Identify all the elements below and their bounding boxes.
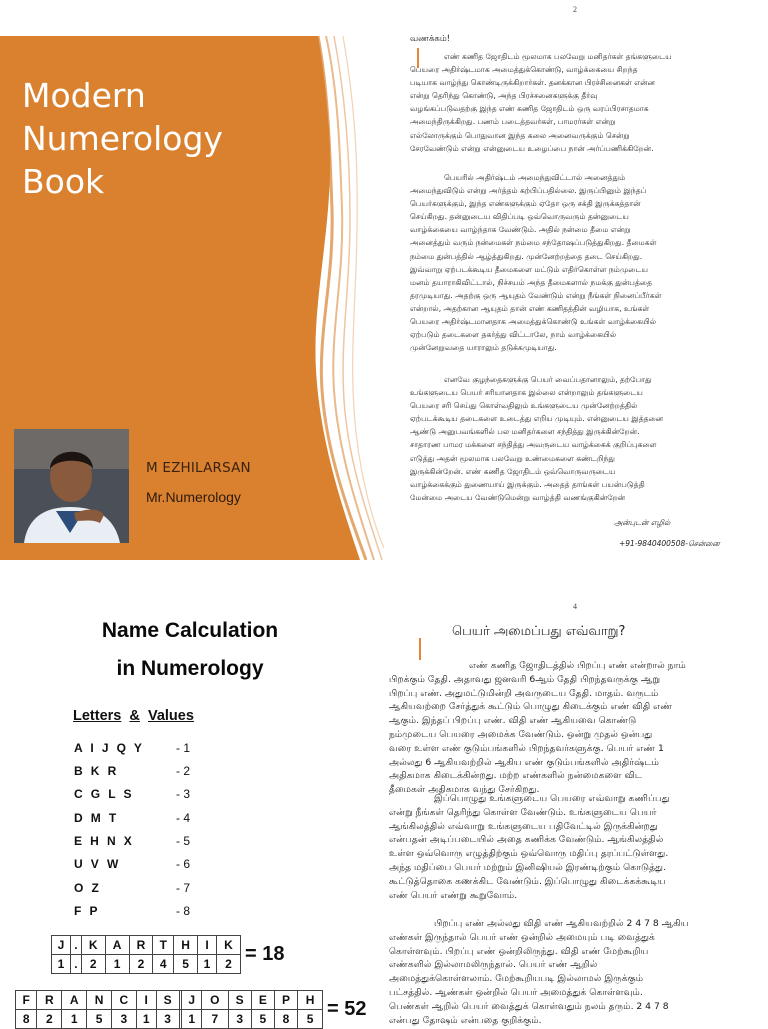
value-cell: - 4 — [176, 811, 191, 825]
grid-cell: C — [111, 991, 136, 1010]
grid-cell: 5 — [174, 955, 198, 974]
text-line: ஏற்படக்கூடிய தடைகளை உடைத்து எறிய முடியும். என்னுடைய இத்தனை — [410, 414, 664, 424]
naming-paragraph-3 — [389, 917, 741, 1027]
grid-cell: 5 — [251, 1010, 274, 1029]
text-line: மனம் தயாராகிவிட்டால், நிச்சயம் அந்த தீமைகளால் நமக்கு துன்பத்தை — [410, 277, 653, 287]
text-line: எண்களில் இல்லாமலிருந்தால். பெயர் எண் ஆறில் — [389, 959, 598, 971]
letters-values-header — [73, 708, 194, 724]
text-line: என்பதன் அடிப்படையில் அதை கணிக்க வேண்டும். ஆங்கிலத்தில் — [389, 834, 664, 846]
text-cursor-mark — [419, 638, 421, 660]
value-cell: - 8 — [176, 904, 191, 918]
naming-paragraph-1 — [389, 659, 741, 797]
text-line: இருக்கின்றேன். எண் கணித ஜோதிடம் ஒவ்வொருவருடைய — [410, 466, 616, 476]
grid-cell: 1 — [105, 955, 129, 974]
grid-cell: A — [62, 991, 87, 1010]
grid-cell: J — [182, 991, 202, 1010]
cover-title — [22, 74, 322, 203]
grid-cell: N — [87, 991, 112, 1010]
sum-karthik: = 18 — [245, 943, 285, 965]
text-line: ஏற்படும் தடைகளை தகர்த்து விட்டாலே, நாம் வாழ்க்கையில் — [410, 330, 617, 340]
letter-paragraph-2 — [410, 171, 742, 354]
author-photo — [14, 429, 129, 543]
phone-number: +91-9840400508-சென்னை — [619, 539, 720, 548]
value-cell: - 3 — [176, 787, 191, 801]
grid-cell: S — [228, 991, 251, 1010]
grid-cell: 4 — [153, 955, 174, 974]
text-line: பெயர்களுக்கும், இந்த எண்களுக்கும் ஏதோ ஒரு சக்தி இருக்கத்தான் — [410, 199, 641, 209]
text-line: எடுத்து அதன் மூலமாக பலவேறு உண்மைகளை கண்டறிந்து — [410, 453, 615, 463]
grid-cell: 5 — [298, 1010, 323, 1029]
grid-cell: 2 — [129, 955, 153, 974]
grid-cell: . — [71, 936, 82, 955]
value-cell: - 1 — [176, 741, 191, 755]
value-cell: - 6 — [176, 857, 191, 871]
naming-paragraph-2 — [389, 792, 741, 902]
grid-cell: J — [52, 936, 71, 955]
closing: அன்புடன் எழில் — [614, 518, 671, 527]
author-subtitle: Mr.Numerology — [146, 489, 241, 505]
author-name: M EZHILARSAN — [146, 460, 251, 476]
text-line: வாழ்க்கைக்கும் துணையாய் இருக்கும். அதைத் தாங்கள் பயன்படுத்தி — [410, 479, 645, 489]
page-number: 2 — [573, 5, 577, 14]
text-line: அமைந்திருக்கிறது. பணம் படைத்தவர்கள், பாமரர்கள் என்று — [410, 117, 616, 127]
example-grid-karthik — [51, 935, 241, 974]
grid-cell: 1 — [197, 955, 216, 974]
grid-cell: E — [251, 991, 274, 1010]
text-line: எல்லோருக்கும் பொதுவான இந்த கலை அனைவருக்கும் சென்று — [410, 130, 630, 140]
text-line: எனவே குழந்தைகளுக்கு பெயர் வைப்பதானாலும், தற்போது — [444, 375, 652, 384]
text-line: அனைத்தும் வரும் நன்மைகள் நம்மை சந்தோஷப்படுத்துகிறது. தீமைகள் — [410, 238, 657, 248]
letters-row: F P — [74, 904, 100, 918]
text-line: ஆகும். இந்தப் பிறப்பு எண். விதி எண் ஆகியவை கொண்டு — [389, 715, 637, 727]
text-line: எண் கணித ஜோதிடம் மூலமாக பலவேறு மனிதர்கள் தங்களுடைய — [444, 52, 672, 61]
grid-cell: I — [197, 936, 216, 955]
text-line: என்று தெரிந்து கொண்டு, அந்த பிரச்சனைகளுக்கு தீர்வு — [410, 91, 598, 101]
calc-title-line2: in Numerology — [116, 657, 264, 680]
grid-letters-row — [16, 991, 323, 1010]
text-line: இவ்வாறு ஏற்படக்கூடிய தீமைகளை மட்டும் எதிர்கொள்ள நம்முடைய — [410, 264, 648, 274]
grid-cell: A — [105, 936, 129, 955]
letters-row: B K R — [74, 764, 119, 778]
text-line: வாழ்க்கையை வாழ்ந்தாக வேண்டும். அதில் நன்மை தீமை என்று — [410, 225, 631, 235]
cover-title-line: Book — [22, 162, 105, 201]
text-line: எண்கள் இருந்தால் பெயர் எண் ஒன்றில் அமையும் படி வைத்துக் — [389, 931, 655, 943]
grid-cell: 7 — [202, 1010, 229, 1029]
section-title: பெயர் அமைப்பது எவ்வாறு? — [452, 624, 626, 639]
text-line: அல்லது 6 ஆகியவற்றில் ஆகிய எண் குடும்பங்களில் அதிர்ஷ்டம் — [389, 756, 660, 768]
book-cover — [0, 0, 384, 560]
grid-letters-row — [52, 936, 241, 955]
text-line: அந்த மதிப்பை பெயர் மற்றும் இனிஷியல் இரண்டிற்கும் கொடுத்து. — [389, 861, 667, 873]
grid-cell: 8 — [16, 1010, 37, 1029]
text-line: வழங்கப்படுவதற்கு இந்த எண் கணித ஜோதிடம் ஒரு வரப்பிரசாதமாக — [410, 104, 649, 114]
text-line: இப்பொழுது உங்களுடைய பெயரை எவ்வாறு கணிப்பது — [434, 793, 670, 804]
grid-cell: 2 — [216, 955, 240, 974]
text-line: அமைத்துக்கொள்ளலாம். மேற்கூறியபடி இல்லாமல் இருக்கும் — [389, 973, 644, 985]
header-letters: Letters — [73, 708, 122, 724]
salutation: வணக்கம்! — [410, 34, 451, 44]
text-line: என்பது தோஷம் என்பதை குறிக்கும். — [389, 1014, 542, 1026]
grid-cell: O — [202, 991, 229, 1010]
text-line: வரை உள்ள எண் குடும்பங்களில் பிறந்தவர்களுக்கு. பெயர் எண் 1 — [389, 742, 664, 754]
grid-cell: 2 — [37, 1010, 62, 1029]
grid-cell: H — [174, 936, 198, 955]
letter-paragraph-3 — [410, 373, 742, 504]
text-line: எண் பெயர் எண்று கூறுவோம். — [389, 889, 518, 901]
grid-cell: 3 — [111, 1010, 136, 1029]
grid-cell: T — [153, 936, 174, 955]
grid-values-row — [52, 955, 241, 974]
text-line: பெண்கள் ஆறில் பெயர் வைத்துக் கொள்வதும் நலம் தரும். 2 4 7 8 — [389, 1000, 669, 1012]
grid-cell: H — [298, 991, 323, 1010]
grid-cell: R — [129, 936, 153, 955]
text-line: சாதாரண பாமர மக்களை சந்தித்து அவருடைய வாழ்க்கைக் குறிப்புகளை — [410, 440, 657, 450]
text-line: பெயரை அதிர்ஷ்டமானதாக அமைத்துக்கொண்டு உங்கள் வாழ்க்கையில் — [410, 317, 657, 327]
text-line: ஆங்கிலத்தில் எவ்வாறு உங்களுடைய பதிவேட்டில் இருக்கின்றது — [389, 820, 658, 832]
text-line: பிறப்பு எண் அல்லது விதி எண் ஆகியவற்றில் 2 4 7 8 ஆகிய — [434, 918, 689, 929]
letters-row: D M T — [74, 811, 119, 825]
text-line: பிறக்கும் தேதி. அதாவது ஜனவரி 6ஆம் தேதி பிறந்தவருக்கு ஆறு — [389, 673, 661, 685]
grid-values-row — [16, 1010, 323, 1029]
text-line: ஆகியவற்றை சேர்த்துக் கூட்டும் பொழுது கிடைக்கும் எண் விதி எண் — [389, 701, 673, 713]
grid-cell: 8 — [274, 1010, 297, 1029]
text-line: முன்னேறுவதை யாராலும் தடுக்கமுடியாது. — [410, 343, 557, 353]
text-line: கூட்டுத்தொகை கணக்கிட வேண்டும். இப்பொழுது கிடைக்கக்கூடிய — [389, 875, 666, 887]
grid-cell: R — [37, 991, 62, 1010]
text-line: பெயரில் அதிர்ஷ்டம் அமைந்துவிட்டால் அனைத்தும் — [444, 173, 626, 182]
letter-paragraph-1 — [410, 50, 742, 155]
text-line: பிறப்பு எண். அதுமட்டுமின்றி அவருடைய தேதி. மாதம். வருடம் — [389, 687, 659, 699]
grid-cell: S — [156, 991, 179, 1010]
letters-row: U V W — [74, 857, 121, 871]
text-line: தீமைகள் அதிகமாக வந்து சேர்கிறது. — [389, 784, 540, 796]
text-line: பட்சத்தில். ஆண்கள் ஒன்றில் பெயர் அமைத்துக் கொள்ளவும். — [389, 986, 643, 998]
text-line: உள்ள ஒவ்வொரு எழுத்திற்கும் ஒவ்வொரு மதிப்பு தரப்பட்டுள்ளது. — [389, 848, 669, 860]
header-values: Values — [147, 708, 194, 724]
letters-row: C G L S — [74, 787, 134, 801]
text-line: பெயரை சரி செய்து கொள்வதிலும் உங்களுடைய முன்னேற்றத்தில் — [410, 401, 638, 411]
page-number: 4 — [573, 602, 577, 611]
text-line: செய்கிறது. தன்னுடைய விதிப்படி ஒவ்வொருவரும் தன்னுடைய — [410, 212, 629, 222]
sum-francis: = 52 — [327, 998, 367, 1020]
grid-cell: 2 — [81, 955, 105, 974]
grid-cell: 5 — [87, 1010, 112, 1029]
text-line: என்று நீங்கள் தெரிந்து கொள்ள வேண்டும். உங்களுடைய பெயர் — [389, 806, 657, 818]
text-line: பெயரை அதிர்ஷ்டமாக அமைத்துக்கொண்டு, வாழ்க்கையை சிறந்த — [410, 65, 638, 75]
calc-title-line1: Name Calculation — [101, 619, 279, 642]
grid-cell: . — [71, 955, 82, 974]
letters-row: O Z — [74, 881, 102, 895]
grid-cell: 1 — [52, 955, 71, 974]
text-line: படியாக வாழ்ந்து கொண்டிருக்கிறார்கள். தனக்கான பிரச்சினைகள் என்ன — [410, 78, 655, 88]
text-line: தரமுடியாது. அதற்கு ஒரு ஆயுதம் வேண்டும் என்று நீங்கள் நினைப்பீர்கள் — [410, 290, 662, 300]
grid-cell: K — [81, 936, 105, 955]
grid-cell: P — [274, 991, 297, 1010]
grid-cell: 1 — [182, 1010, 202, 1029]
text-line: நம்முடைய பெயரை அமைக்க வேண்டும். ஒன்று முதல் ஒன்பது — [389, 728, 653, 740]
grid-cell: K — [216, 936, 240, 955]
example-grid-francis — [15, 990, 323, 1029]
text-line: மேன்மை அடைய வேண்டுமென்று வாழ்த்தி வணங்குகின்றேன் — [410, 492, 626, 502]
value-cell: - 2 — [176, 764, 191, 778]
value-cell: - 5 — [176, 834, 191, 848]
cover-title-line: Numerology — [22, 119, 223, 158]
text-line: உங்களுடைய பெயர் சரியானதாக இல்லை என்றாலும் தங்களுடைய — [410, 388, 643, 398]
text-line: எண் கணித ஜோதிடத்தில் பிறப்பு எண் என்றால் நாம் — [469, 660, 686, 671]
grid-cell: 1 — [62, 1010, 87, 1029]
grid-cell: F — [16, 991, 37, 1010]
text-line: அதிகமாக கிடைக்கின்றது. மற்ற எண்களில் நன்மைகளை விட — [389, 770, 643, 782]
cover-title-line: Modern — [22, 76, 146, 115]
value-cell: - 7 — [176, 881, 191, 895]
text-line: சேரவேண்டும் என்று என்னுடைய உழைப்பை நான் அர்ப்பணிக்கிறேன். — [410, 143, 654, 153]
text-line: கொள்ளவும். பிறப்பு எண் ஒன்றிலிருந்து. விதி எண் மேற்கூறிய — [389, 945, 649, 957]
grid-cell: 3 — [156, 1010, 179, 1029]
grid-cell: I — [136, 991, 156, 1010]
grid-cell: 1 — [136, 1010, 156, 1029]
letters-row: E H N X — [74, 834, 135, 848]
text-line: அமைந்துவிடும் என்று அர்த்தம் கற்பிப்பதில்லை. இருப்பினும் இந்தப் — [410, 186, 647, 196]
text-line: என்றால், அதற்கான ஆயுதம் தான் எண் கணிதத்தின் வழியாக, உங்கள் — [410, 303, 650, 313]
text-line: நம்மை துன்பத்தில் ஆழ்த்துகிறது. முன்னேற்றத்தை தடை செய்கிறது. — [410, 251, 643, 261]
text-line: ஆண்டு அனுபவங்களில் பல மனிதர்களை சந்தித்து இருக்கின்றேன். — [410, 427, 640, 437]
grid-cell: 3 — [228, 1010, 251, 1029]
letters-row: A I J Q Y — [74, 741, 145, 755]
header-amp: & — [129, 708, 140, 724]
